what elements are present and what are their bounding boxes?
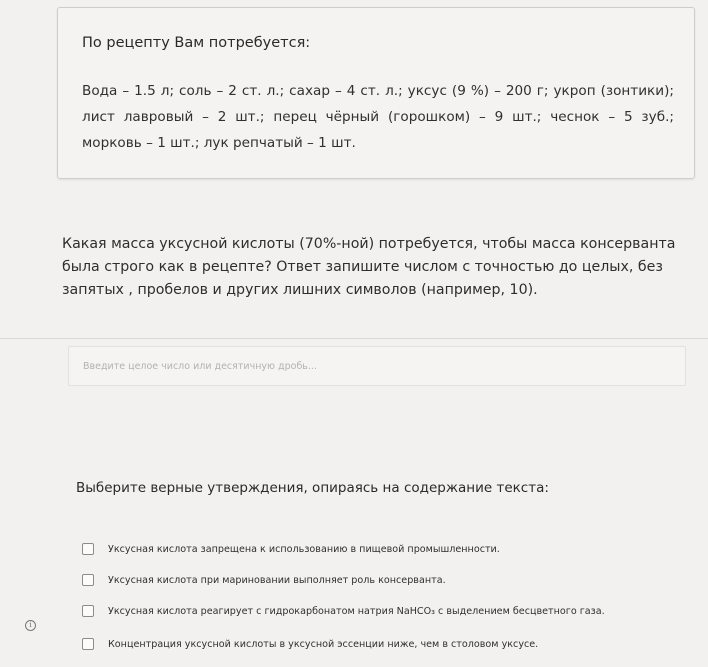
statement-label: Концентрация уксусной кислоты в уксусной эссенции ниже, чем в столовом уксусе. xyxy=(108,638,539,650)
statement-option-2[interactable] xyxy=(82,574,446,586)
statement-option-4[interactable] xyxy=(82,638,538,650)
answer-input[interactable] xyxy=(68,346,686,386)
statement-label: Уксусная кислота при мариновании выполняет роль консерванта. xyxy=(108,574,446,586)
recipe-card xyxy=(57,7,695,179)
statement-label: Уксусная кислота запрещена к использованию в пищевой промышленности. xyxy=(108,543,500,555)
recipe-ingredients: Вода – 1.5 л; соль – 2 ст. л.; сахар – 4 ст. л.; уксус (9 %) – 200 г; укроп (зонтики); лист лавровый – 2 шт.; перец чёрный (горошком) – 9 шт.; чеснок – 5 зуб.; морковь – 1 шт.; лук репчатый – 1 шт. xyxy=(82,83,674,151)
statement-option-3[interactable] xyxy=(82,605,605,617)
statement-label: Уксусная кислота реагирует с гидрокарбонатом натрия NaHCO₃ с выделением бесцветного газа. xyxy=(108,605,605,617)
statement-option-1[interactable] xyxy=(82,543,500,555)
recipe-title: По рецепту Вам потребуется: xyxy=(82,35,311,51)
divider xyxy=(0,338,708,339)
statements-title: Выберите верные утверждения, опираясь на содержание текста: xyxy=(76,480,549,496)
info-icon[interactable]: i xyxy=(25,620,36,631)
checkbox[interactable] xyxy=(82,638,94,650)
checkbox[interactable] xyxy=(82,543,94,555)
checkbox[interactable] xyxy=(82,605,94,617)
checkbox[interactable] xyxy=(82,574,94,586)
question-text: Какая масса уксусной кислоты (70%-ной) потребуется, чтобы масса консерванта была строго как в рецепте? Ответ запишите числом с точностью до целых, без запятых , пробелов и других лишних символов (например, 10). xyxy=(62,236,676,298)
